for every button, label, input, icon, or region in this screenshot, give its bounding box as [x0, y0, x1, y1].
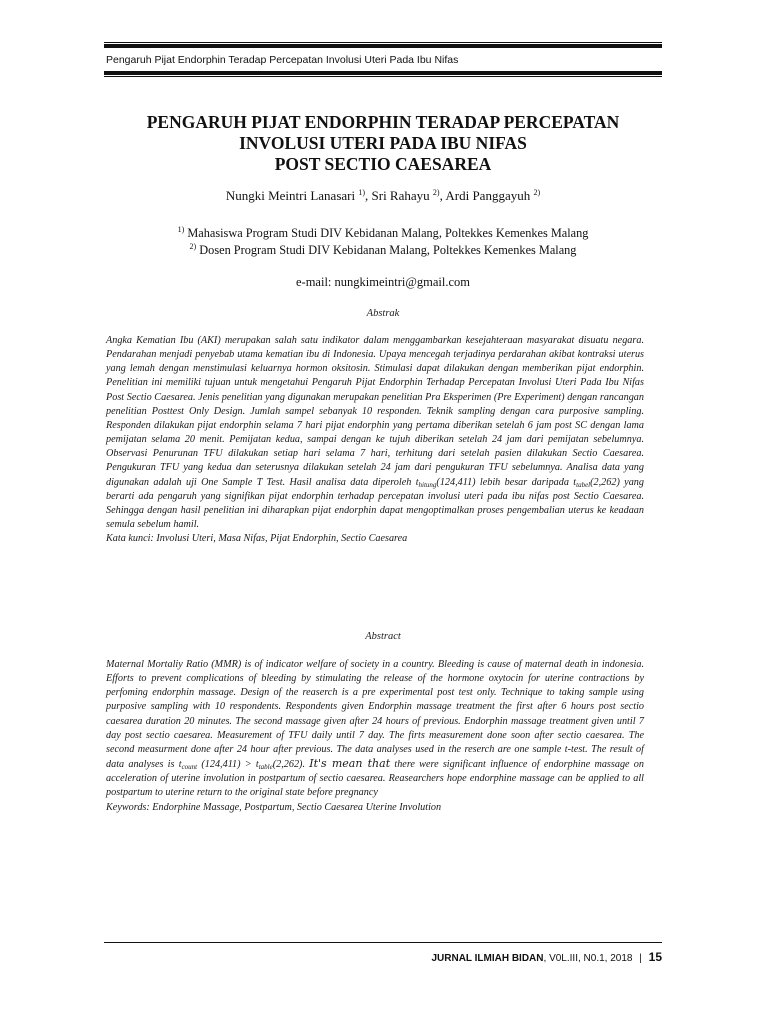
t-symbol: t	[255, 759, 259, 771]
author-mark: 1)	[358, 188, 366, 197]
page-footer	[431, 950, 662, 964]
paper-title	[104, 112, 662, 175]
header-rule-top-thin	[104, 42, 662, 43]
contact-email: e-mail: nungkimeintri@gmail.com	[296, 275, 470, 289]
author-mark: 2)	[533, 188, 541, 197]
abstract-keywords: Keywords: Endorphine Massage, Postpartum, Sectio Caesarea Uterine Involution	[106, 801, 442, 813]
footer-volume: , V0L.III, N0.1, 2018	[543, 953, 633, 964]
abstrak-text-2: (124,411) lebih besar daripada	[436, 476, 574, 488]
title-line-1: PENGARUH PIJAT ENDORPHIN TERADAP PERCEPATAN	[146, 112, 620, 132]
abstrak-text-1: Angka Kematian Ibu (AKI) merupakan salah satu indikator dalam menggambarkan kesejahteraan masyarakat disuatu negara. Pendarahan menjadi penyebab utama kematian ibu di Indonesia. Upaya mencegah terjadinya perdarahan akibat kontraksi uterus yang lemah dengan menstimulasi keluarnya hormon oksitosin. Stimulasi dapat dilakukan dengan memberikan pijat endorphin. Penelitian ini memiliki tujuan untuk mengetahui Pengaruh Pijat Endorphin Terhadap Percepatan Involusi Uteri Pada Ibu Nifas Post Sectio Caesarea. Jenis penelitian yang digunakan merupakan penelitian Pra Eksperimen (Pre Experiment) dengan rancangan penelitian Posttest Only Design. Jumlah sampel sebanyak 10 responden. Teknik sampling dengan cara purposive sampling. Responden dilakukan pijat endorphin selama 7 hari pijat endorphin yang pertama diberikan setelah 6 jam post SC dengan lama pemijatan selama 20 menit. Pemijatan kedua, sampai dengan ke tujuh diberikan setelah 24 jam dari pemijatan sebelumnya. Observasi Penurunan TFU dilakukan setiap hari selama 7 hari, terhitung dari setelah pasien dilakukan Sectio Caesarea. Pengukuran TFU yang kedua dan seterusnya dilakukan setelah 24 jam dari pengukuran TFU sebelumnya. Analisa data yang digunakan adalah uji One Sample T Test. Hasil analisa data diperoleh	[106, 335, 644, 488]
abstract-paragraph	[106, 658, 644, 801]
abstract-text-3: (2,262).	[272, 759, 310, 771]
header-rule-bottom-thin	[104, 76, 662, 77]
affiliation-text: Mahasiswa Program Studi DIV Kebidanan Malang, Poltekkes Kemenkes Malang	[187, 226, 589, 240]
affiliation-mark: 1)	[177, 225, 185, 234]
abstract-text-4: there were significant influence of endorphine massage on acceleration of uterine involution in postpartum of sectio caesarea. Reasearchers hope endorphine massage can be applied to all postpartum to uterine return to the original state before pregnancy	[106, 759, 644, 799]
page-number: 15	[648, 950, 662, 964]
abstrak-keywords: Kata kunci: Involusi Uteri, Masa Nifas, Pijat Endorphin, Sectio Caesarea	[106, 533, 408, 545]
header-rule-bottom-thick	[104, 71, 662, 75]
author-list	[104, 188, 662, 204]
affiliation-mark: 2)	[189, 242, 197, 251]
author-name: Nungki Meintri Lanasari	[225, 188, 356, 203]
affiliation-1	[104, 226, 662, 241]
abstract-body	[106, 658, 644, 815]
abstract-heading: Abstract	[365, 631, 401, 642]
abstrak-paragraph	[106, 334, 644, 532]
running-head: Pengaruh Pijat Endorphin Teradap Percepatan Involusi Uteri Pada Ibu Nifas	[106, 54, 459, 66]
abstract-text-1: Maternal Mortaliy Ratio (MMR) is of indicator welfare of society in a country. Bleeding is cause of maternal death in indonesia. Efforts to prevent complications of bleeding by stimulating the release of the hormone oxytocin for uterine contractions by perfoming endorphin massage. Design of the reaserch is a pre experimental post test only. Technique to taking sample using purposive sampling with 10 respondents. Respondents given Endorphin massage treatment the first after 6 hours post sectio caesarea duration 20 minutes. The second massage given after 24 hours of previous. Endorphin massage treatment given until 7 day post sectio caesarea. Measurement of TFU daily until 7 day. The firts measurement done soon after sectio caesarea. The second measurment done after 24 hour after previous. The data analyses used in the reserch are one sample t-test. The result of data analyses is	[106, 659, 644, 771]
footer-journal-name: JURNAL ILMIAH BIDAN	[431, 953, 544, 964]
t-subscript: tabel	[576, 480, 591, 489]
t-symbol: t	[573, 476, 577, 488]
t-subscript: table	[258, 763, 273, 772]
title-line-2: INVOLUSI UTERI PADA IBU NIFAS	[239, 133, 527, 153]
t-symbol: t	[178, 759, 182, 771]
t-subscript: count	[181, 763, 198, 772]
footer-separator: |	[639, 953, 642, 964]
abstrak-body	[106, 334, 644, 546]
title-line-3: POST SECTIO CAESAREA	[274, 154, 492, 174]
author-name: Sri Rahayu	[371, 188, 430, 203]
t-subscript: hitung	[418, 480, 437, 489]
header-rule-top-thick	[104, 44, 662, 48]
affiliation-2	[104, 243, 662, 258]
author-mark: 2)	[432, 188, 440, 197]
abstrak-text-3: (2,262) yang berarti ada pengaruh yang signifikan pijat endorphin terhadap percepatan involusi uteri pada ibu nifas post Sectio Caesarea. Sehingga dengan hasil penelitian ini diharapkan pijat endorphin dapat mengoptimalkan proses pengembalian uterus ke keadaan semula sebelum hamil.	[106, 476, 644, 531]
footer-rule	[104, 942, 662, 943]
author-separator: ,	[439, 188, 446, 203]
author-name: Ardi Panggayuh	[445, 188, 531, 203]
t-symbol: t	[415, 476, 419, 488]
abstract-emphasis: It's mean that	[309, 757, 391, 771]
affiliation-text: Dosen Program Studi DIV Kebidanan Malang, Poltekkes Kemenkes Malang	[199, 243, 577, 257]
abstract-text-2: (124,411) >	[197, 759, 256, 771]
abstrak-heading: Abstrak	[366, 308, 400, 319]
author-separator: ,	[365, 188, 372, 203]
